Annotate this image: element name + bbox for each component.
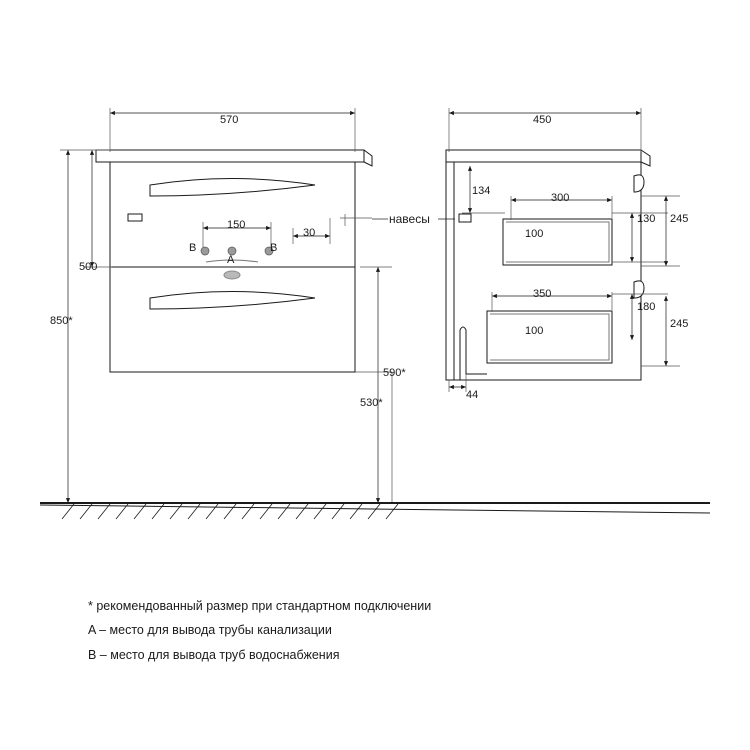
dim-590-530 (355, 267, 392, 503)
marker-label-b-left: B (189, 242, 197, 254)
dim-label-depth-450: 450 (533, 114, 552, 126)
dim-label-width-570: 570 (220, 114, 239, 126)
legend-line-3: B – место для вывода труб водоснабжения (88, 648, 340, 662)
dim-label-350: 350 (533, 288, 552, 300)
legend-line-1: * рекомендованный размер при стандартном подключении (88, 599, 432, 613)
dim-label-130: 130 (637, 213, 656, 225)
dim-label-245-lower: 245 (670, 318, 689, 330)
dim-label-height-500: 500 (79, 261, 98, 273)
marker-label-a: A (227, 254, 235, 266)
side-dimension-lines (449, 108, 680, 392)
dim-label-height-850: 850* (50, 315, 73, 327)
dim-label-offset-30: 30 (303, 227, 316, 239)
floor-line (40, 503, 710, 519)
legend-line-2: A – место для вывода трубы канализации (88, 623, 332, 637)
dim-label-245-upper: 245 (670, 213, 689, 225)
dim-label-530: 530* (360, 397, 383, 409)
dim-label-44: 44 (466, 389, 479, 401)
dim-label-134: 134 (472, 185, 491, 197)
callout-label-naves: навесы (389, 212, 430, 226)
dim-label-180: 180 (637, 301, 656, 313)
dim-label-300: 300 (551, 192, 570, 204)
dim-label-lower-100: 100 (525, 325, 544, 337)
dim-label-sink-150: 150 (227, 219, 246, 231)
dim-label-590: 590* (383, 367, 406, 379)
marker-label-b-right: B (270, 242, 278, 254)
dim-label-upper-100: 100 (525, 228, 544, 240)
